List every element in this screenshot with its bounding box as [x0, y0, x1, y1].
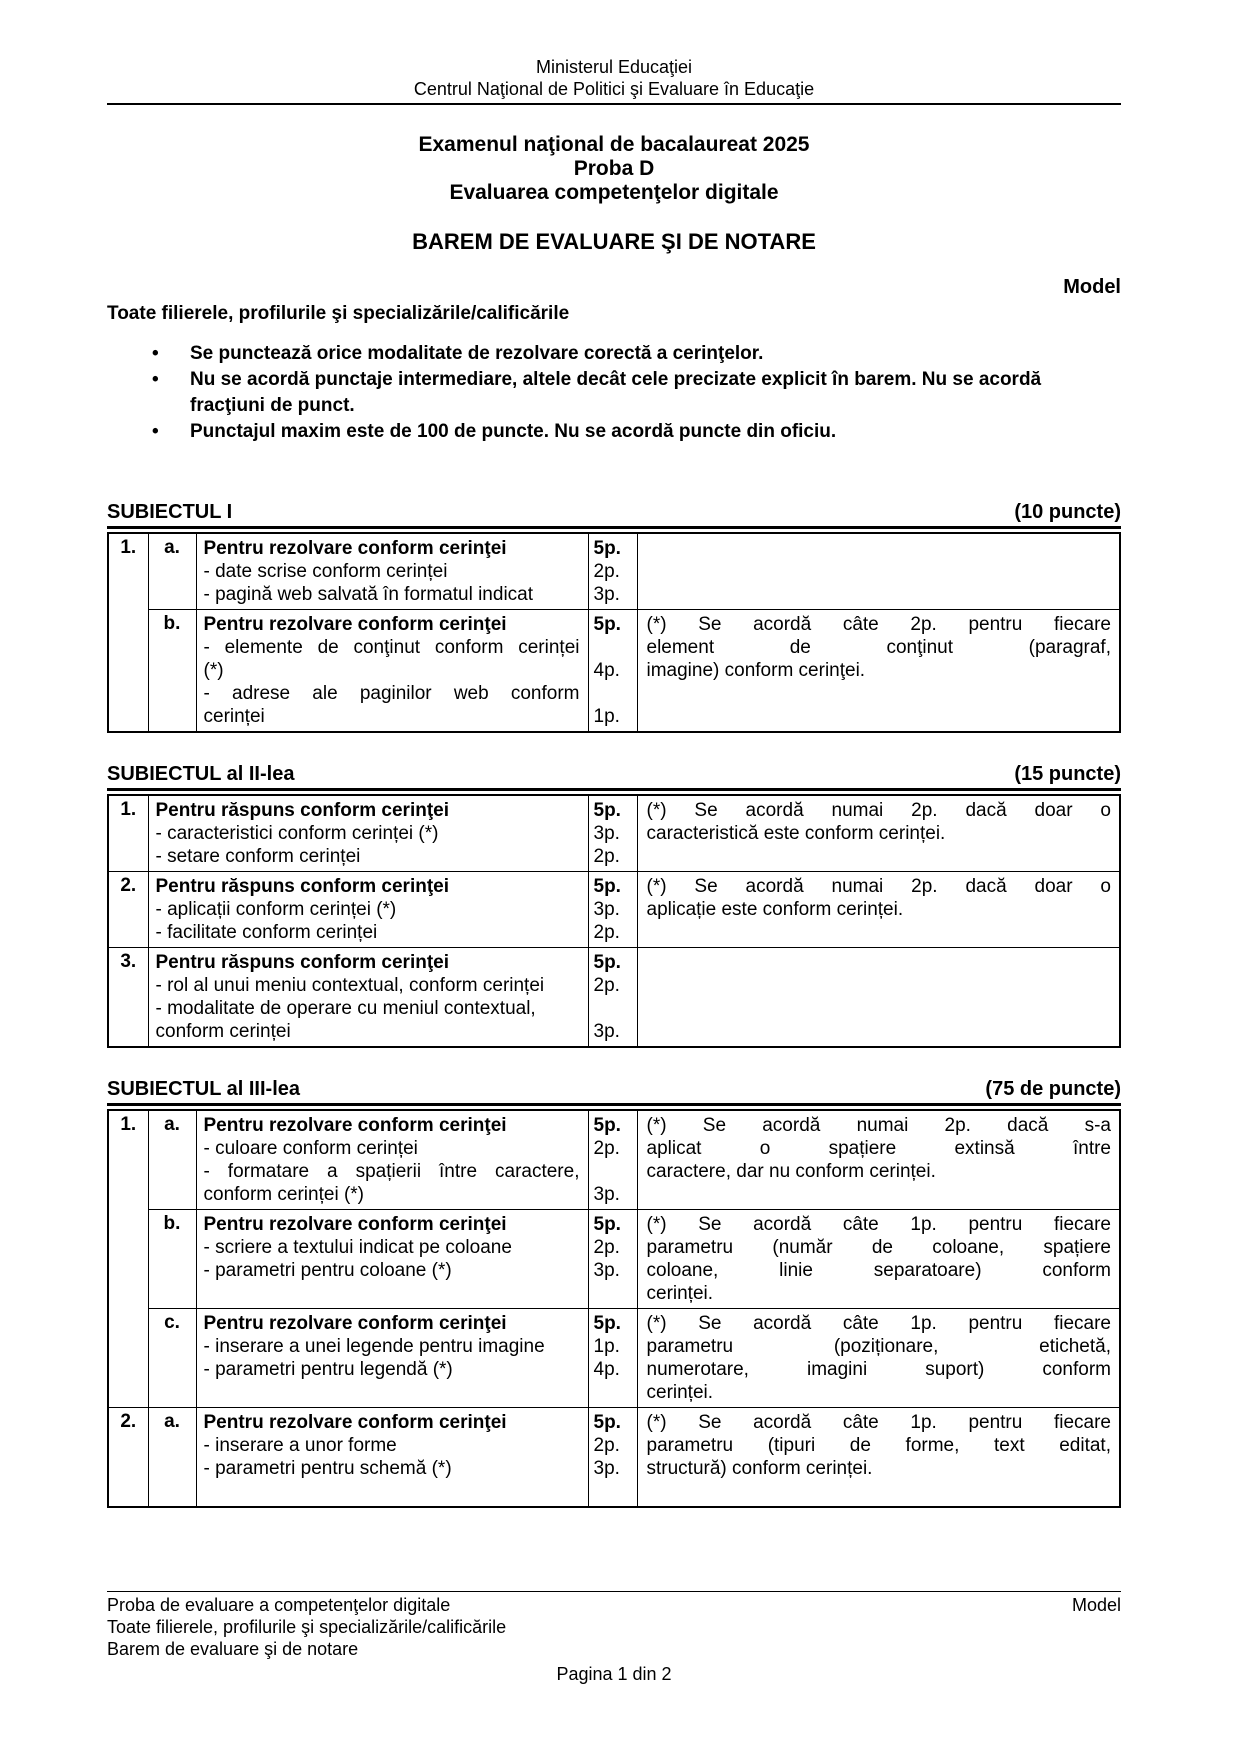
row-letter: a. — [148, 1110, 196, 1210]
note-line: cerinței. — [646, 1283, 714, 1304]
points-cell — [588, 610, 637, 733]
criterion-line: Pentru rezolvare conform cerinţei — [203, 1313, 507, 1334]
criterion-line: - date scrise conform cerinței — [203, 561, 448, 582]
points-cell — [588, 1110, 637, 1210]
points-line: 5p. — [593, 952, 621, 973]
row-letter: b. — [148, 610, 196, 733]
points-line: 3p. — [593, 1021, 620, 1042]
points-cell — [588, 533, 637, 610]
table-row — [108, 1210, 1120, 1309]
exam-title-block — [107, 133, 1121, 205]
note-line: (*) Se acordă câte 2p. pentru fiecare — [646, 614, 1111, 635]
barem-title: BAREM DE EVALUARE ŞI DE NOTARE — [412, 229, 816, 254]
instruction-item — [107, 367, 1121, 419]
criterion-line: Pentru rezolvare conform cerinţei — [203, 538, 507, 559]
note-line: (*) Se acordă numai 2p. dacă doar o — [646, 800, 1111, 821]
points-cell — [588, 1210, 637, 1309]
notes-cell — [637, 610, 1120, 733]
points-line — [594, 1160, 635, 1183]
criterion-line: conform cerinței (*) — [203, 1184, 364, 1205]
points-line: 5p. — [593, 538, 621, 559]
table-row — [108, 948, 1120, 1048]
points-line: 3p. — [593, 823, 620, 844]
points-line: 5p. — [593, 1214, 621, 1235]
notes-cell — [637, 533, 1120, 610]
note-line: caractere, dar nu conform cerinței. — [646, 1161, 936, 1182]
points-line: 3p. — [593, 1184, 620, 1205]
criterion-line: Pentru răspuns conform cerinţei — [155, 800, 450, 821]
bullet-icon: • — [152, 343, 159, 364]
table-row — [108, 1110, 1120, 1210]
criterion-line — [204, 1480, 580, 1503]
notes-cell — [637, 872, 1120, 948]
points-cell — [588, 1408, 637, 1508]
points-cell — [588, 948, 637, 1048]
criterion-line: - elemente de conţinut conform cerinței — [203, 637, 580, 658]
table-row — [108, 533, 1120, 610]
note-line: (*) Se acordă câte 1p. pentru fiecare — [646, 1412, 1111, 1433]
row-letter: a. — [148, 533, 196, 610]
rubric-table — [107, 1109, 1121, 1508]
model-label: Model — [1063, 276, 1121, 298]
criterion-line: cerinței — [203, 706, 265, 727]
row-number: 1. — [108, 1110, 148, 1408]
note-line: coloane, linie separatoare) conform — [646, 1260, 1111, 1281]
page-content — [107, 0, 1121, 1508]
note-line: (*) Se acordă numai 2p. dacă s-a — [646, 1115, 1111, 1136]
criterion-line: Pentru rezolvare conform cerinţei — [203, 614, 507, 635]
note-line: (*) Se acordă numai 2p. dacă doar o — [646, 876, 1111, 897]
points-cell — [588, 1309, 637, 1408]
document-header — [107, 0, 1121, 105]
criterion-line: - adrese ale paginilor web conform — [203, 683, 580, 704]
ministry-name: Ministerul Educaţiei — [535, 57, 693, 77]
row-number: 1. — [108, 533, 148, 732]
rubric-table — [107, 532, 1121, 733]
table-row — [108, 1309, 1120, 1408]
points-line: 1p. — [593, 1336, 620, 1357]
note-line: caracteristică este conform cerinței. — [646, 823, 946, 844]
criterion-line: - facilitate conform cerinței — [155, 922, 378, 943]
instruction-text: Nu se acordă punctaje intermediare, altele decât cele precizate explicit în barem. Nu se acordă fracţiuni de punct. — [190, 369, 1042, 416]
criteria-cell — [196, 1210, 588, 1309]
criteria-cell — [148, 948, 588, 1048]
points-line: 2p. — [593, 1138, 620, 1159]
row-number: 1. — [108, 795, 148, 872]
instruction-item — [107, 419, 1121, 445]
note-line: parametru (număr de coloane, spațiere — [646, 1237, 1111, 1258]
points-line: 5p. — [593, 1313, 621, 1334]
row-letter: a. — [148, 1408, 196, 1508]
criterion-line: - inserare a unor forme — [203, 1435, 397, 1456]
exam-subject: Evaluarea competenţelor digitale — [449, 181, 779, 204]
criteria-cell — [196, 610, 588, 733]
instruction-item — [107, 341, 1121, 367]
section-3-table-wrap — [107, 1109, 1121, 1508]
criterion-line: Pentru rezolvare conform cerinţei — [203, 1412, 507, 1433]
criterion-line: - parametri pentru legendă (*) — [203, 1359, 453, 1380]
row-number: 2. — [108, 1408, 148, 1508]
instruction-text: Punctajul maxim este de 100 de puncte. Nu se acordă puncte din oficiu. — [190, 421, 837, 442]
points-line: 3p. — [593, 899, 620, 920]
points-line: 5p. — [593, 876, 621, 897]
points-line: 4p. — [593, 1359, 620, 1380]
criterion-line: conform cerinței — [155, 1021, 291, 1042]
center-name: Centrul Naţional de Politici şi Evaluare în Educaţie — [413, 79, 815, 99]
row-number: 2. — [108, 872, 148, 948]
criterion-line: Pentru răspuns conform cerinţei — [155, 952, 450, 973]
criterion-line: - formatare a spațierii între caractere, — [203, 1161, 580, 1182]
footer-proba: Proba de evaluare a competenţelor digitale — [107, 1595, 451, 1615]
criteria-cell — [148, 872, 588, 948]
criterion-line: - rol al unui meniu contextual, conform cerinței — [155, 975, 545, 996]
footer-barem: Barem de evaluare şi de notare — [107, 1639, 359, 1659]
criterion-line: - pagină web salvată în formatul indicat — [203, 584, 534, 605]
note-line: numerotare, imagini suport) conform — [646, 1359, 1111, 1380]
criteria-cell — [196, 533, 588, 610]
criterion-line: Pentru rezolvare conform cerinţei — [203, 1214, 507, 1235]
criterion-line: - setare conform cerinței — [155, 846, 361, 867]
table-row — [108, 795, 1120, 872]
points-line: 2p. — [593, 922, 620, 943]
points-cell — [588, 795, 637, 872]
note-line: parametru (tipuri de forme, text editat, — [646, 1435, 1111, 1456]
points-line: 3p. — [593, 584, 620, 605]
criterion-line: - caracteristici conform cerinței (*) — [155, 823, 439, 844]
bullet-icon: • — [152, 369, 159, 390]
criterion-line: Pentru răspuns conform cerinţei — [155, 876, 450, 897]
criteria-cell — [196, 1309, 588, 1408]
table-row — [108, 872, 1120, 948]
points-line: 3p. — [593, 1458, 620, 1479]
criterion-line: - aplicații conform cerinței (*) — [155, 899, 397, 920]
note-line: imagine) conform cerinţei. — [646, 660, 866, 681]
points-line — [594, 682, 635, 705]
criterion-line: - scriere a textului indicat pe coloane — [203, 1237, 512, 1258]
criteria-cell — [196, 1408, 588, 1508]
bullet-icon: • — [152, 421, 159, 442]
points-line: 5p. — [593, 1412, 621, 1433]
footer-row — [107, 1594, 1121, 1616]
note-line: cerinței. — [646, 1382, 714, 1403]
criterion-line: - culoare conform cerinței — [203, 1138, 418, 1159]
section-1-table-wrap — [107, 532, 1121, 733]
row-number: 3. — [108, 948, 148, 1048]
section-title: SUBIECTUL I — [107, 501, 233, 523]
notes-cell — [637, 1110, 1120, 1210]
section-2-table-wrap — [107, 794, 1121, 1048]
criterion-line: - parametri pentru coloane (*) — [203, 1260, 452, 1281]
section-heading-2 — [107, 763, 1121, 791]
points-line: 2p. — [593, 1237, 620, 1258]
rubric-table — [107, 794, 1121, 1048]
row-letter: c. — [148, 1309, 196, 1408]
points-line — [594, 636, 635, 659]
points-line: 2p. — [593, 1435, 620, 1456]
row-letter: b. — [148, 1210, 196, 1309]
section-title: SUBIECTUL al III-lea — [107, 1078, 301, 1100]
table-row — [108, 610, 1120, 733]
exam-title: Examenul naţional de bacalaureat 2025 — [418, 133, 810, 156]
points-line: 3p. — [593, 1260, 620, 1281]
notes-cell — [637, 795, 1120, 872]
points-line: 5p. — [593, 800, 621, 821]
points-line: 2p. — [593, 846, 620, 867]
points-line: 5p. — [593, 614, 621, 635]
footer-model-label: Model — [1071, 1595, 1121, 1615]
criteria-cell — [196, 1110, 588, 1210]
page-footer — [107, 1591, 1121, 1685]
note-line: element de conţinut (paragraf, — [646, 637, 1111, 658]
footer-audience: Toate filierele, profilurile şi specializările/calificările — [107, 1617, 507, 1637]
section-points: (15 puncte) — [1014, 763, 1121, 785]
notes-cell — [637, 948, 1120, 1048]
note-line: (*) Se acordă câte 1p. pentru fiecare — [646, 1214, 1111, 1235]
section-points: (10 puncte) — [1014, 501, 1121, 523]
page-number: Pagina 1 din 2 — [556, 1664, 672, 1684]
criteria-cell — [148, 795, 588, 872]
audience-line: Toate filierele, profilurile şi specializările/calificările — [107, 303, 570, 324]
criterion-line: Pentru rezolvare conform cerinţei — [203, 1115, 507, 1136]
exam-proba: Proba D — [573, 157, 655, 180]
instructions-list — [107, 341, 1121, 445]
note-line: parametru (poziționare, etichetă, — [646, 1336, 1111, 1357]
notes-cell — [637, 1408, 1120, 1508]
notes-cell — [637, 1309, 1120, 1408]
criterion-line: - parametri pentru schemă (*) — [203, 1458, 452, 1479]
points-line: 5p. — [593, 1115, 621, 1136]
points-line: 2p. — [593, 975, 620, 996]
note-line: aplicație este conform cerinței. — [646, 899, 904, 920]
points-cell — [588, 872, 637, 948]
section-heading-3 — [107, 1078, 1121, 1106]
notes-cell — [637, 1210, 1120, 1309]
note-line: structură) conform cerinței. — [646, 1458, 873, 1479]
points-line: 2p. — [593, 561, 620, 582]
section-title: SUBIECTUL al II-lea — [107, 763, 295, 785]
section-heading-1 — [107, 501, 1121, 529]
instruction-text: Se punctează orice modalitate de rezolvare corectă a cerinţelor. — [190, 343, 764, 364]
points-line — [594, 997, 635, 1020]
table-row — [108, 1408, 1120, 1508]
section-points: (75 de puncte) — [985, 1078, 1121, 1100]
note-line: aplicat o spațiere extinsă între — [646, 1138, 1111, 1159]
points-line: 1p. — [593, 706, 620, 727]
criterion-line: - inserare a unei legende pentru imagine — [203, 1336, 545, 1357]
points-line: 4p. — [593, 660, 620, 681]
criterion-line: - modalitate de operare cu meniul contextual, — [155, 998, 536, 1019]
note-line: (*) Se acordă câte 1p. pentru fiecare — [646, 1313, 1111, 1334]
criterion-line: (*) — [203, 660, 224, 681]
